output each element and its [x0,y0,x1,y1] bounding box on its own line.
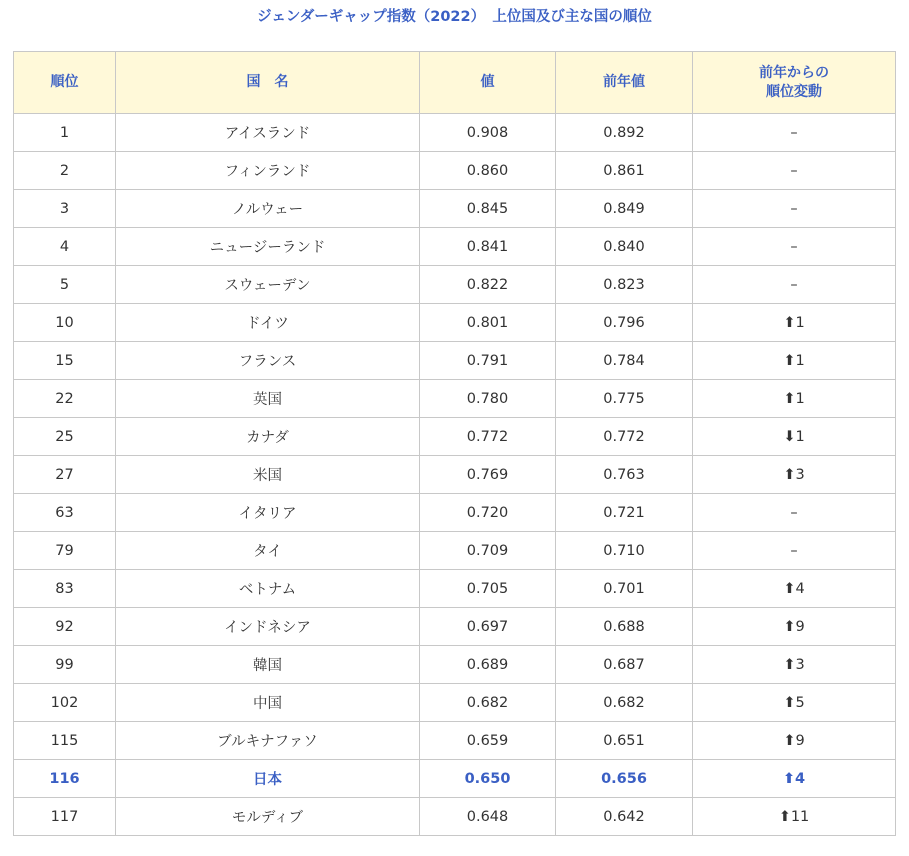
cell-value: 0.650 [420,760,556,798]
cell-rank-change: ⬆3 [693,456,896,494]
column-header-rank-change [693,52,896,114]
cell-country: ベトナム [116,570,420,608]
cell-rank: 63 [14,494,116,532]
cell-value: 0.705 [420,570,556,608]
cell-rank-change: – [693,152,896,190]
cell-rank: 102 [14,684,116,722]
cell-rank: 22 [14,380,116,418]
cell-rank-change: ⬆5 [693,684,896,722]
cell-value: 0.769 [420,456,556,494]
cell-value: 0.772 [420,418,556,456]
cell-value: 0.689 [420,646,556,684]
column-header-rank-change-line2: 順位変動 [766,83,822,100]
table-row [14,304,896,342]
cell-rank: 83 [14,570,116,608]
table-row [14,722,896,760]
table-row [14,532,896,570]
cell-prev-value: 0.772 [556,418,693,456]
cell-rank-change: ⬇1 [693,418,896,456]
cell-country: 中国 [116,684,420,722]
cell-rank-change: – [693,190,896,228]
cell-rank-change: ⬆3 [693,646,896,684]
cell-prev-value: 0.849 [556,190,693,228]
cell-value: 0.780 [420,380,556,418]
cell-value: 0.709 [420,532,556,570]
cell-value: 0.648 [420,798,556,836]
table-header-row [14,52,896,114]
cell-rank: 5 [14,266,116,304]
cell-prev-value: 0.687 [556,646,693,684]
cell-rank-change: ⬆1 [693,342,896,380]
cell-value: 0.822 [420,266,556,304]
table-row [14,228,896,266]
page-title: ジェンダーギャップ指数（2022） 上位国及び主な国の順位 [257,9,652,25]
cell-country: インドネシア [116,608,420,646]
cell-country: フランス [116,342,420,380]
cell-country: イタリア [116,494,420,532]
cell-value: 0.801 [420,304,556,342]
cell-prev-value: 0.688 [556,608,693,646]
cell-prev-value: 0.775 [556,380,693,418]
cell-value: 0.841 [420,228,556,266]
cell-rank: 79 [14,532,116,570]
table-row [14,266,896,304]
cell-country: ブルキナファソ [116,722,420,760]
cell-rank: 115 [14,722,116,760]
cell-value: 0.697 [420,608,556,646]
cell-rank: 92 [14,608,116,646]
cell-value: 0.659 [420,722,556,760]
cell-country: スウェーデン [116,266,420,304]
cell-rank: 117 [14,798,116,836]
cell-prev-value: 0.656 [556,760,693,798]
cell-prev-value: 0.701 [556,570,693,608]
table-row [14,684,896,722]
cell-rank-change: – [693,228,896,266]
table-row [14,380,896,418]
cell-rank-change: ⬆4 [693,570,896,608]
cell-prev-value: 0.651 [556,722,693,760]
table-row [14,190,896,228]
table-row [14,114,896,152]
cell-rank-change: ⬆11 [693,798,896,836]
cell-value: 0.720 [420,494,556,532]
cell-rank: 2 [14,152,116,190]
cell-prev-value: 0.710 [556,532,693,570]
cell-prev-value: 0.721 [556,494,693,532]
table-row [14,342,896,380]
cell-country: 日本 [116,760,420,798]
cell-rank: 15 [14,342,116,380]
cell-value: 0.845 [420,190,556,228]
cell-rank-change: ⬆9 [693,608,896,646]
gender-gap-ranking-table [13,51,896,836]
cell-rank-change: ⬆1 [693,304,896,342]
table-row [14,494,896,532]
column-header-country: 国 名 [116,52,420,114]
cell-rank-change: – [693,532,896,570]
table-row [14,456,896,494]
cell-prev-value: 0.823 [556,266,693,304]
cell-country: 英国 [116,380,420,418]
cell-country: タイ [116,532,420,570]
table-row [14,570,896,608]
cell-rank: 27 [14,456,116,494]
cell-prev-value: 0.892 [556,114,693,152]
table-body [14,114,896,836]
cell-rank-change: – [693,494,896,532]
cell-rank: 99 [14,646,116,684]
cell-rank: 3 [14,190,116,228]
cell-country: ドイツ [116,304,420,342]
table-row [14,646,896,684]
column-header-rank: 順位 [14,52,116,114]
cell-value: 0.908 [420,114,556,152]
cell-prev-value: 0.642 [556,798,693,836]
cell-value: 0.860 [420,152,556,190]
column-header-value: 値 [420,52,556,114]
table-row [14,152,896,190]
cell-country: ノルウェー [116,190,420,228]
column-header-rank-change-line1: 前年からの [759,64,829,81]
cell-country: フィンランド [116,152,420,190]
cell-rank-change: ⬆1 [693,380,896,418]
cell-prev-value: 0.682 [556,684,693,722]
cell-prev-value: 0.784 [556,342,693,380]
cell-rank-change: – [693,266,896,304]
table-row [14,418,896,456]
cell-prev-value: 0.796 [556,304,693,342]
cell-country: 韓国 [116,646,420,684]
cell-country: モルディブ [116,798,420,836]
cell-rank: 10 [14,304,116,342]
cell-country: ニュージーランド [116,228,420,266]
table-row [14,798,896,836]
cell-rank: 4 [14,228,116,266]
cell-country: カナダ [116,418,420,456]
cell-rank: 1 [14,114,116,152]
cell-rank-change: ⬆4 [693,760,896,798]
cell-country: 米国 [116,456,420,494]
cell-rank-change: ⬆9 [693,722,896,760]
table-row-highlighted [14,760,896,798]
cell-value: 0.791 [420,342,556,380]
column-header-prev-value: 前年値 [556,52,693,114]
cell-rank: 116 [14,760,116,798]
cell-country: アイスランド [116,114,420,152]
cell-prev-value: 0.861 [556,152,693,190]
table-row [14,608,896,646]
cell-prev-value: 0.840 [556,228,693,266]
cell-prev-value: 0.763 [556,456,693,494]
cell-rank: 25 [14,418,116,456]
cell-value: 0.682 [420,684,556,722]
cell-rank-change: – [693,114,896,152]
